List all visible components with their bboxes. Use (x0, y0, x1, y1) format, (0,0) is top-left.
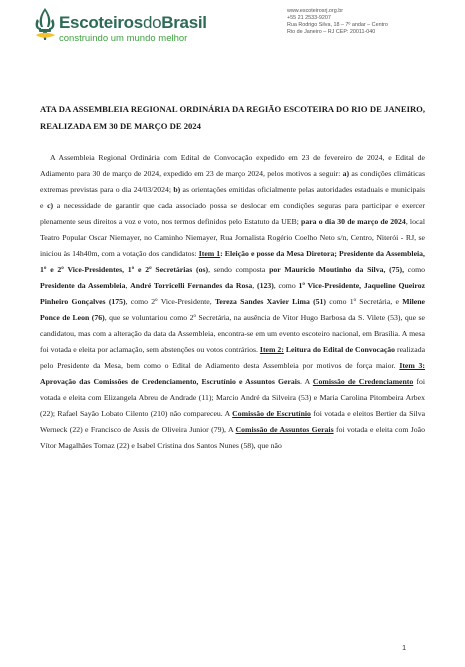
item-3-heading: Aprovação das Comissões de Credenciamento, Escrutínio e Assuntos Gerais (40, 377, 300, 386)
item-2-heading: Leitura do Edital de Convocação (285, 345, 396, 354)
text-run-bold: b) (173, 185, 181, 194)
minutes-paragraph (40, 150, 425, 454)
text-run: , (125, 281, 131, 290)
text-run: , que se voluntariou como 2º Secretária, na ausência de Vitor Hugo Barbosa da S. Vilete (53), que se candidatou, mas com a alteração da data da Assembleia, encontra-se em um evento escoteiro nacional, em Brasília. A mesa foi votada e eleita por aclamação, sem abstenções ou votos contrários. (40, 313, 425, 354)
brand-logo (34, 7, 264, 47)
brand-tagline: construindo um mundo melhor (59, 33, 188, 44)
text-run-bold: c) (47, 201, 54, 210)
item-2-label: Item 2: (259, 345, 284, 354)
text-run: . A (299, 377, 313, 386)
text-run: as condições climáticas extremas previstas para o dia 24/03/2024; (40, 169, 425, 194)
commission-assuntos-gerais: Comissão de Assuntos Gerais (235, 425, 334, 434)
text-run-bold: Presidente da Assembleia (40, 281, 126, 290)
text-run-bold: a) (342, 169, 350, 178)
text-run: , como 2º Vice-Presidente, (125, 297, 215, 306)
text-run: realizada pelo Presidente da Mesa, bem como o Edital de Adiamento desta Assembleia por motivos de força maior. (40, 345, 426, 370)
contact-phone: +55 21 2533-9207 (287, 15, 331, 21)
document-title: ATA DA ASSEMBLEIA REGIONAL ORDINÁRIA DA REGIÃO ESCOTEIRA DO RIO DE JANEIRO, REALIZADA EM 30 DE MARÇO DE 2024 (40, 104, 425, 131)
contact-block (287, 8, 388, 36)
page-number: 1 (402, 643, 407, 652)
contact-address: Rua Rodrigo Silva, 18 – 7º andar – Centro (287, 22, 388, 28)
text-run: como 1º Secretária, e (326, 297, 403, 306)
item-1-label: Item 1 (198, 249, 221, 258)
text-run: , local Teatro Popular Oscar Niemayer, no Caminho Niemayer, Rua Jornalista Rogério Coelho Neto s/n, Centro, Niterói - RJ, se iniciou às 14h40m, com a votação dos candidatos: (40, 217, 425, 258)
text-run: foi votada e eleita com João Vítor Magalhães Tomaz (22) e Isabel Cristina dos Santos Nunes (58), que não (40, 425, 426, 450)
text-run: , (252, 281, 257, 290)
text-run: , como (273, 281, 299, 290)
text-run: como (404, 265, 425, 274)
text-run-bold: para o dia 30 de março de 2024 (301, 217, 406, 226)
commission-escrutinio: Comissão de Escrutínio (232, 409, 311, 418)
item-3-label: Item 3: (399, 361, 426, 370)
text-run: A Assembleia Regional Ordinária com Edital de Convocação expedido em 23 de fevereiro de 2024, e Edital de Adiamento para 30 de março de 2024, expedido em 23 de março 2024, pelos motivos a seguir: (40, 153, 425, 178)
text-run: foi votada e eleita com Elizangela Abreu de Andrade (11); Marcio André da Silveira (53) e Maria Carolina Pitombeira Arbex (22); Rafael Sayão Lobato Cilento (210) não compareceu. A (40, 377, 426, 418)
item-1-heading: : Eleição e posse da Mesa Diretora; Presidente da Assembleia, 1º e 2º Vice-Presidentes, 1º e 2º Secretárias (os) (40, 249, 425, 274)
contact-website: www.escoteirosrj.org.br (287, 8, 344, 14)
text-run: a necessidade de garantir que cada associado possa se deslocar em condições seguras para participar e exercer plenamente seus direitos a voz e voto, nos termos definidos pelo Estatuto da UEB; (40, 201, 425, 226)
text-run-bold: (123) (256, 281, 274, 290)
commission-credenciamento: Comissão de Credenciamento (312, 377, 414, 386)
text-run: foi votada e eleitos Bertier da Silva Werneck (22) e Francisco de Assis de Oliveira Junior (79), A (40, 409, 426, 434)
contact-city: Rio de Janeiro – RJ CEP: 20011-040 (287, 29, 376, 35)
brand-name: EscoteirosdoBrasil (59, 13, 207, 32)
text-run-bold: Milene Ponce de Leon (76) (40, 297, 425, 322)
fleur-de-lis-icon (34, 7, 56, 43)
text-run-bold: por Maurício Moutinho da Silva, (75), (269, 265, 405, 274)
text-run-bold: Tereza Sandes Xavier Lima (51) (214, 297, 327, 306)
text-run: as orientações emitidas oficialmente pelas autoridades estaduais e municipais e (40, 185, 425, 210)
text-run-bold: 1º Vice-Presidente, Jaqueline Queiroz Pinheiro Gonçalves (175) (40, 281, 426, 306)
text-run-bold: André Torricelli Fernandes da Rosa (130, 281, 253, 290)
text-run: , sendo composta (208, 265, 270, 274)
